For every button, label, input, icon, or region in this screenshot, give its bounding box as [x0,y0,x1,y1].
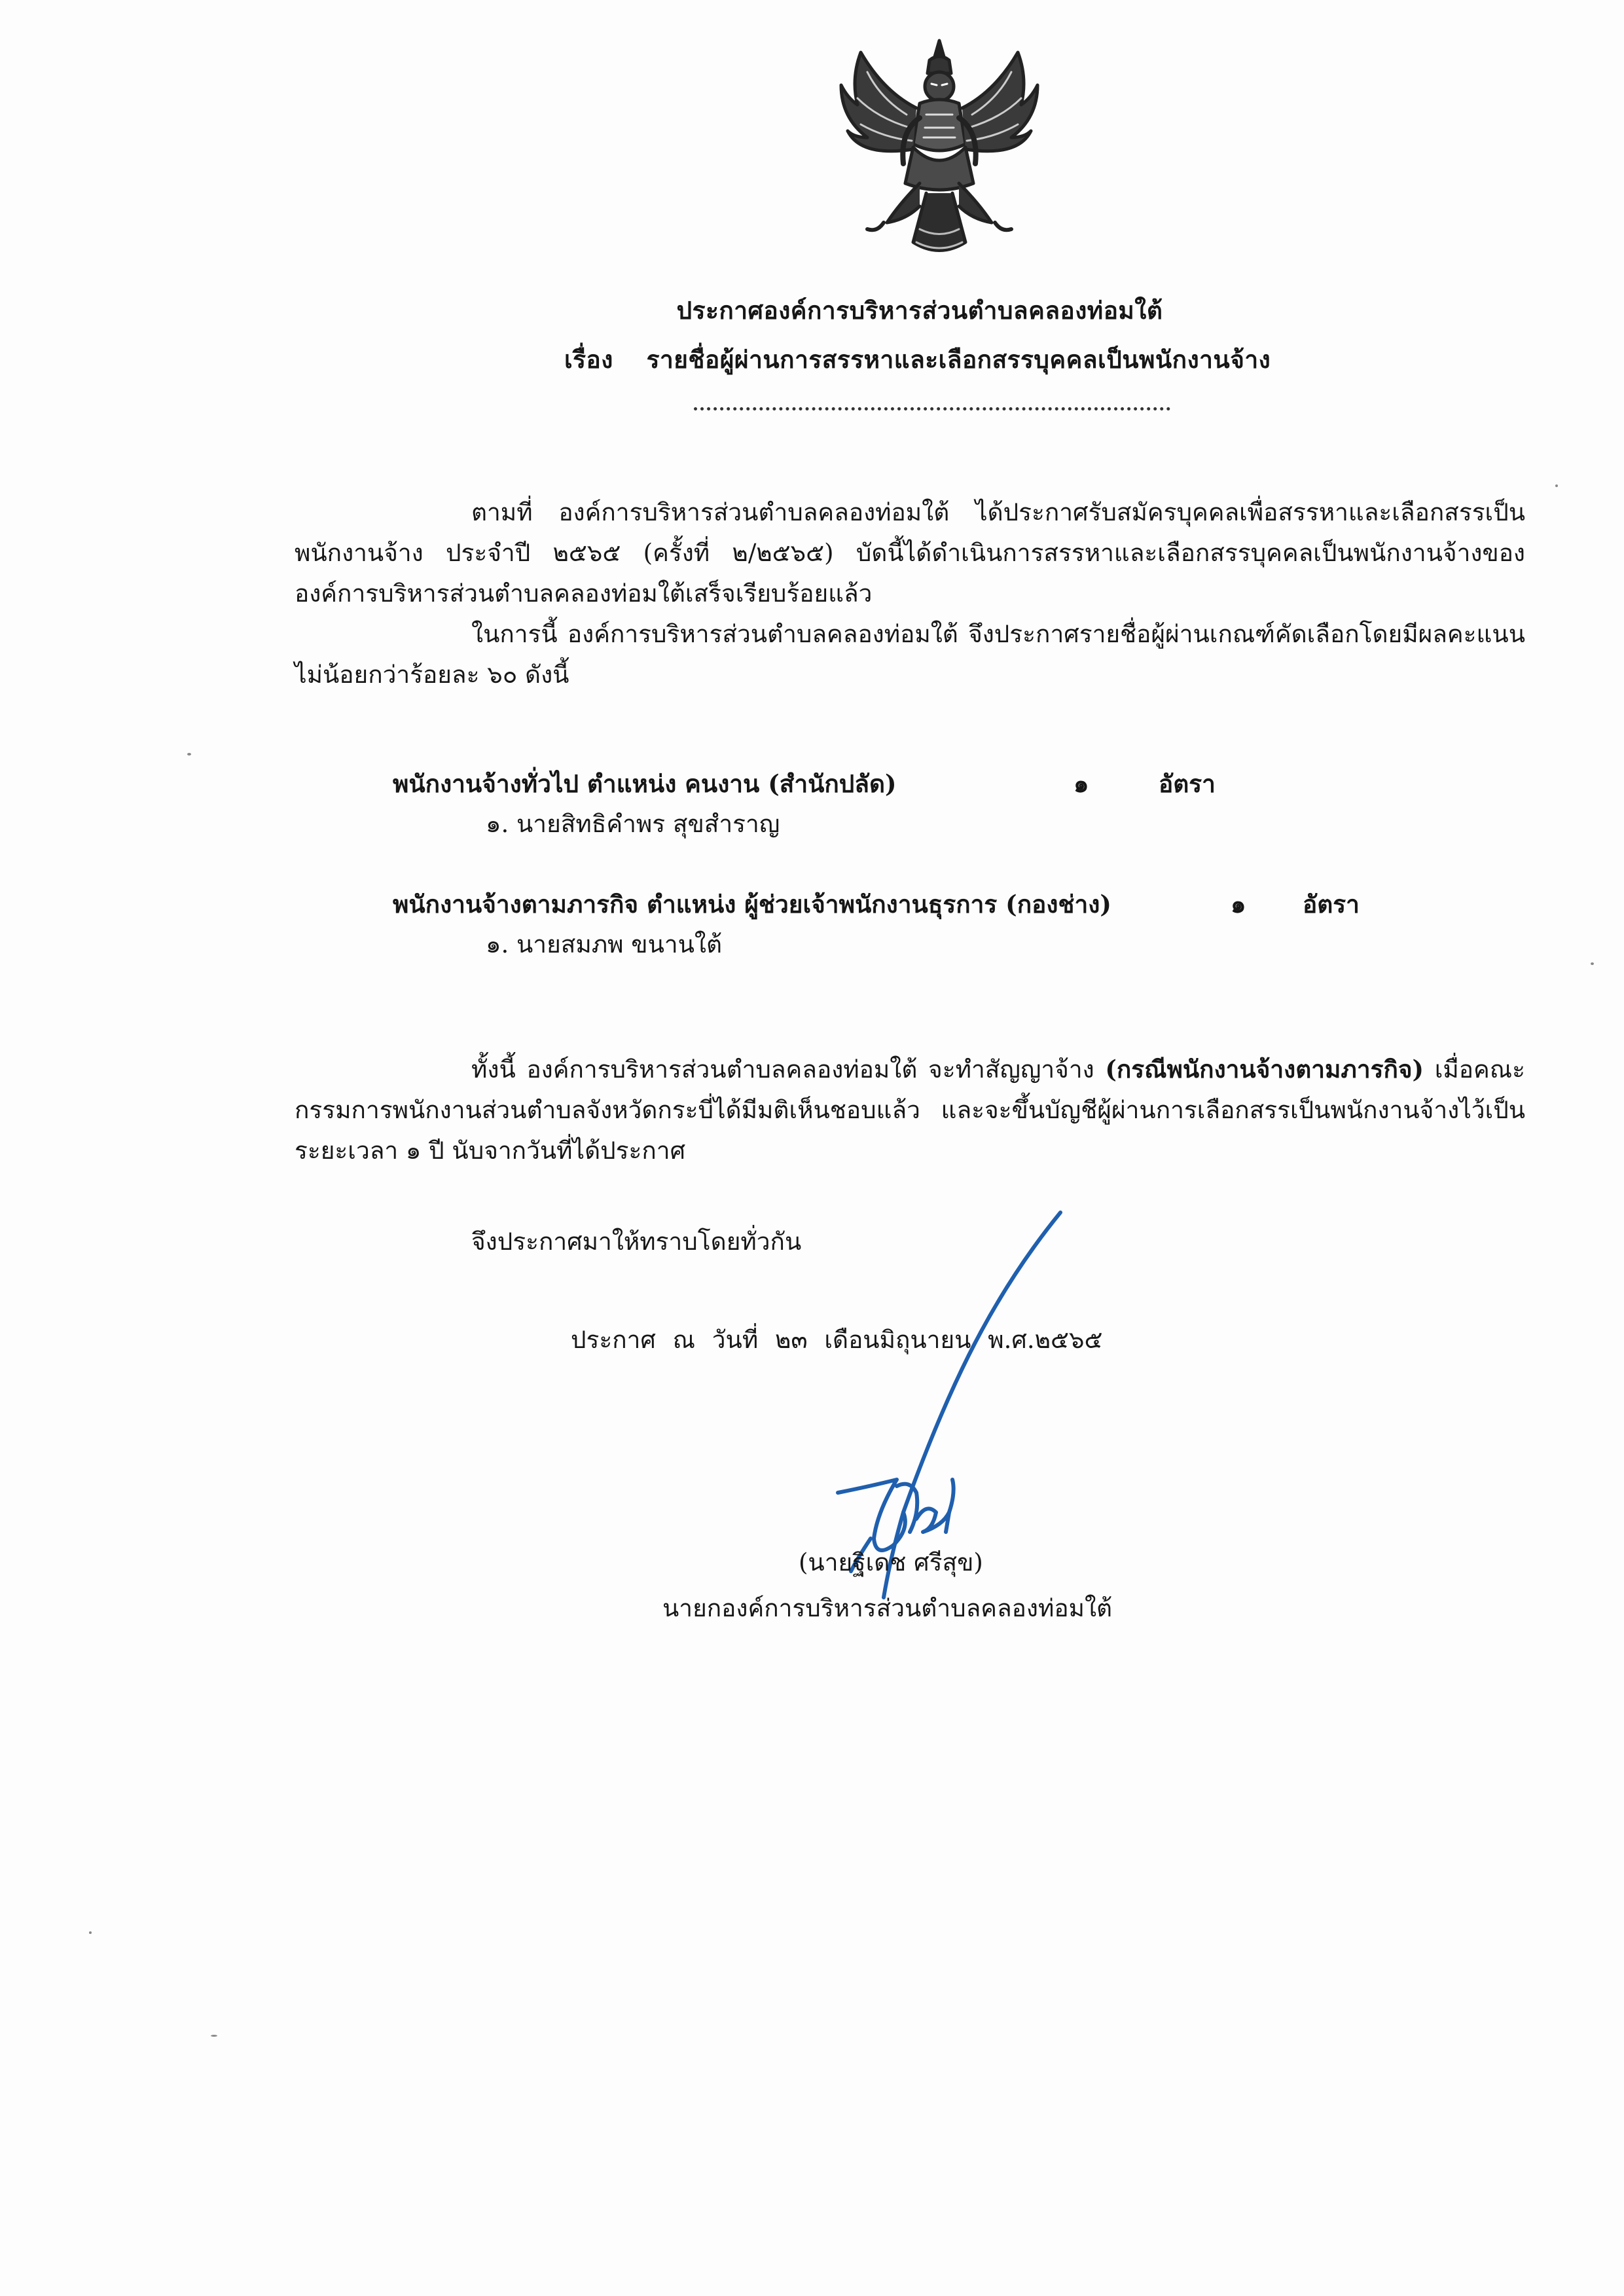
notice-line: จึงประกาศมาให้ทราบโดยทั่วกัน [471,1228,802,1256]
position-title-1: พนักงานจ้างทั่วไป ตำแหน่ง คนงาน (สำนักปลัด) [393,769,897,798]
position-heading-2 [393,885,1375,924]
closing-text-pre: ทั้งนี้ องค์การบริหารส่วนตำบลคลองท่อมใต้ จะทำสัญญาจ้าง [471,1055,1106,1084]
scan-speck [211,2035,217,2037]
date-line: ประกาศ ณ วันที่ ๒๓ เดือนมิถุนายน พ.ศ.๒๕๖๕ [571,1326,1103,1354]
scan-speck [89,1931,92,1934]
position-heading-1 [393,765,1231,803]
subject-line [564,340,1271,379]
position-1-name-1: ๑. นายสิทธิคำพร สุขสำราญ [486,810,780,838]
intro-paragraph-2 [295,614,1525,695]
position-count-2: ๑ [1231,890,1246,919]
scan-speck [187,753,191,756]
position-count-1: ๑ [1074,769,1089,798]
closing-text-post: เมื่อคณะกรรมการพนักงานส่วนตำบลจังหวัดกระบี่ได้มีมติเห็นชอบแล้ว และจะขึ้นบัญชีผู้ผ่านการเลือกสรรเป็นพนักงานจ้างไว้เป็นระยะเวลา ๑ ปี นับจากวันที่ได้ประกาศ [295,1055,1525,1165]
intro-paragraph-2-text: ในการนี้ องค์การบริหารส่วนตำบลคลองท่อมใต้ จึงประกาศรายชื่อผู้ผ่านเกณฑ์คัดเลือกโดยมีผลคะแนนไม่น้อยกว่าร้อยละ ๖๐ ดังนี้ [295,620,1525,689]
position-2-name-1: ๑. นายสมภพ ขนานใต้ [486,930,723,958]
subject-label: เรื่อง [564,345,613,374]
signer-name: (นายฐิเดช ศรีสุข) [799,1548,983,1576]
garuda-emblem-icon [821,33,1057,268]
signer-position: นายกองค์การบริหารส่วนตำบลคลองท่อมใต้ [662,1594,1113,1622]
position-title-2: พนักงานจ้างตามภารกิจ ตำแหน่ง ผู้ช่วยเจ้าพนักงานธุรการ (กองช่าง) [393,890,1111,919]
closing-paragraph [295,1049,1525,1171]
announcement-title: ประกาศองค์การบริหารส่วนตำบลคลองท่อมใต้ [676,296,1163,325]
intro-paragraph-1 [295,492,1525,614]
scan-speck [1555,484,1558,487]
closing-text-bold: (กรณีพนักงานจ้างตามภารกิจ) [1105,1055,1424,1084]
position-unit-2: อัตรา [1303,890,1360,919]
title-divider [694,407,1170,410]
intro-paragraph-1-text: ตามที่ องค์การบริหารส่วนตำบลคลองท่อมใต้ ได้ประกาศรับสมัครบุคคลเพื่อสรรหาและเลือกสรรเป็นพนักงานจ้าง ประจำปี ๒๕๖๕ (ครั้งที่ ๒/๒๕๖๕) บัดนี้ได้ดำเนินการสรรหาและเลือกสรรบุคคลเป็นพนักงานจ้างขององค์การบริหารส่วนตำบลคลองท่อมใต้เสร็จเรียบร้อยแล้ว [295,498,1525,608]
subject-text: รายชื่อผู้ผ่านการสรรหาและเลือกสรรบุคคลเป็นพนักงานจ้าง [646,345,1271,374]
scan-speck [1591,962,1594,965]
position-unit-1: อัตรา [1159,769,1216,798]
